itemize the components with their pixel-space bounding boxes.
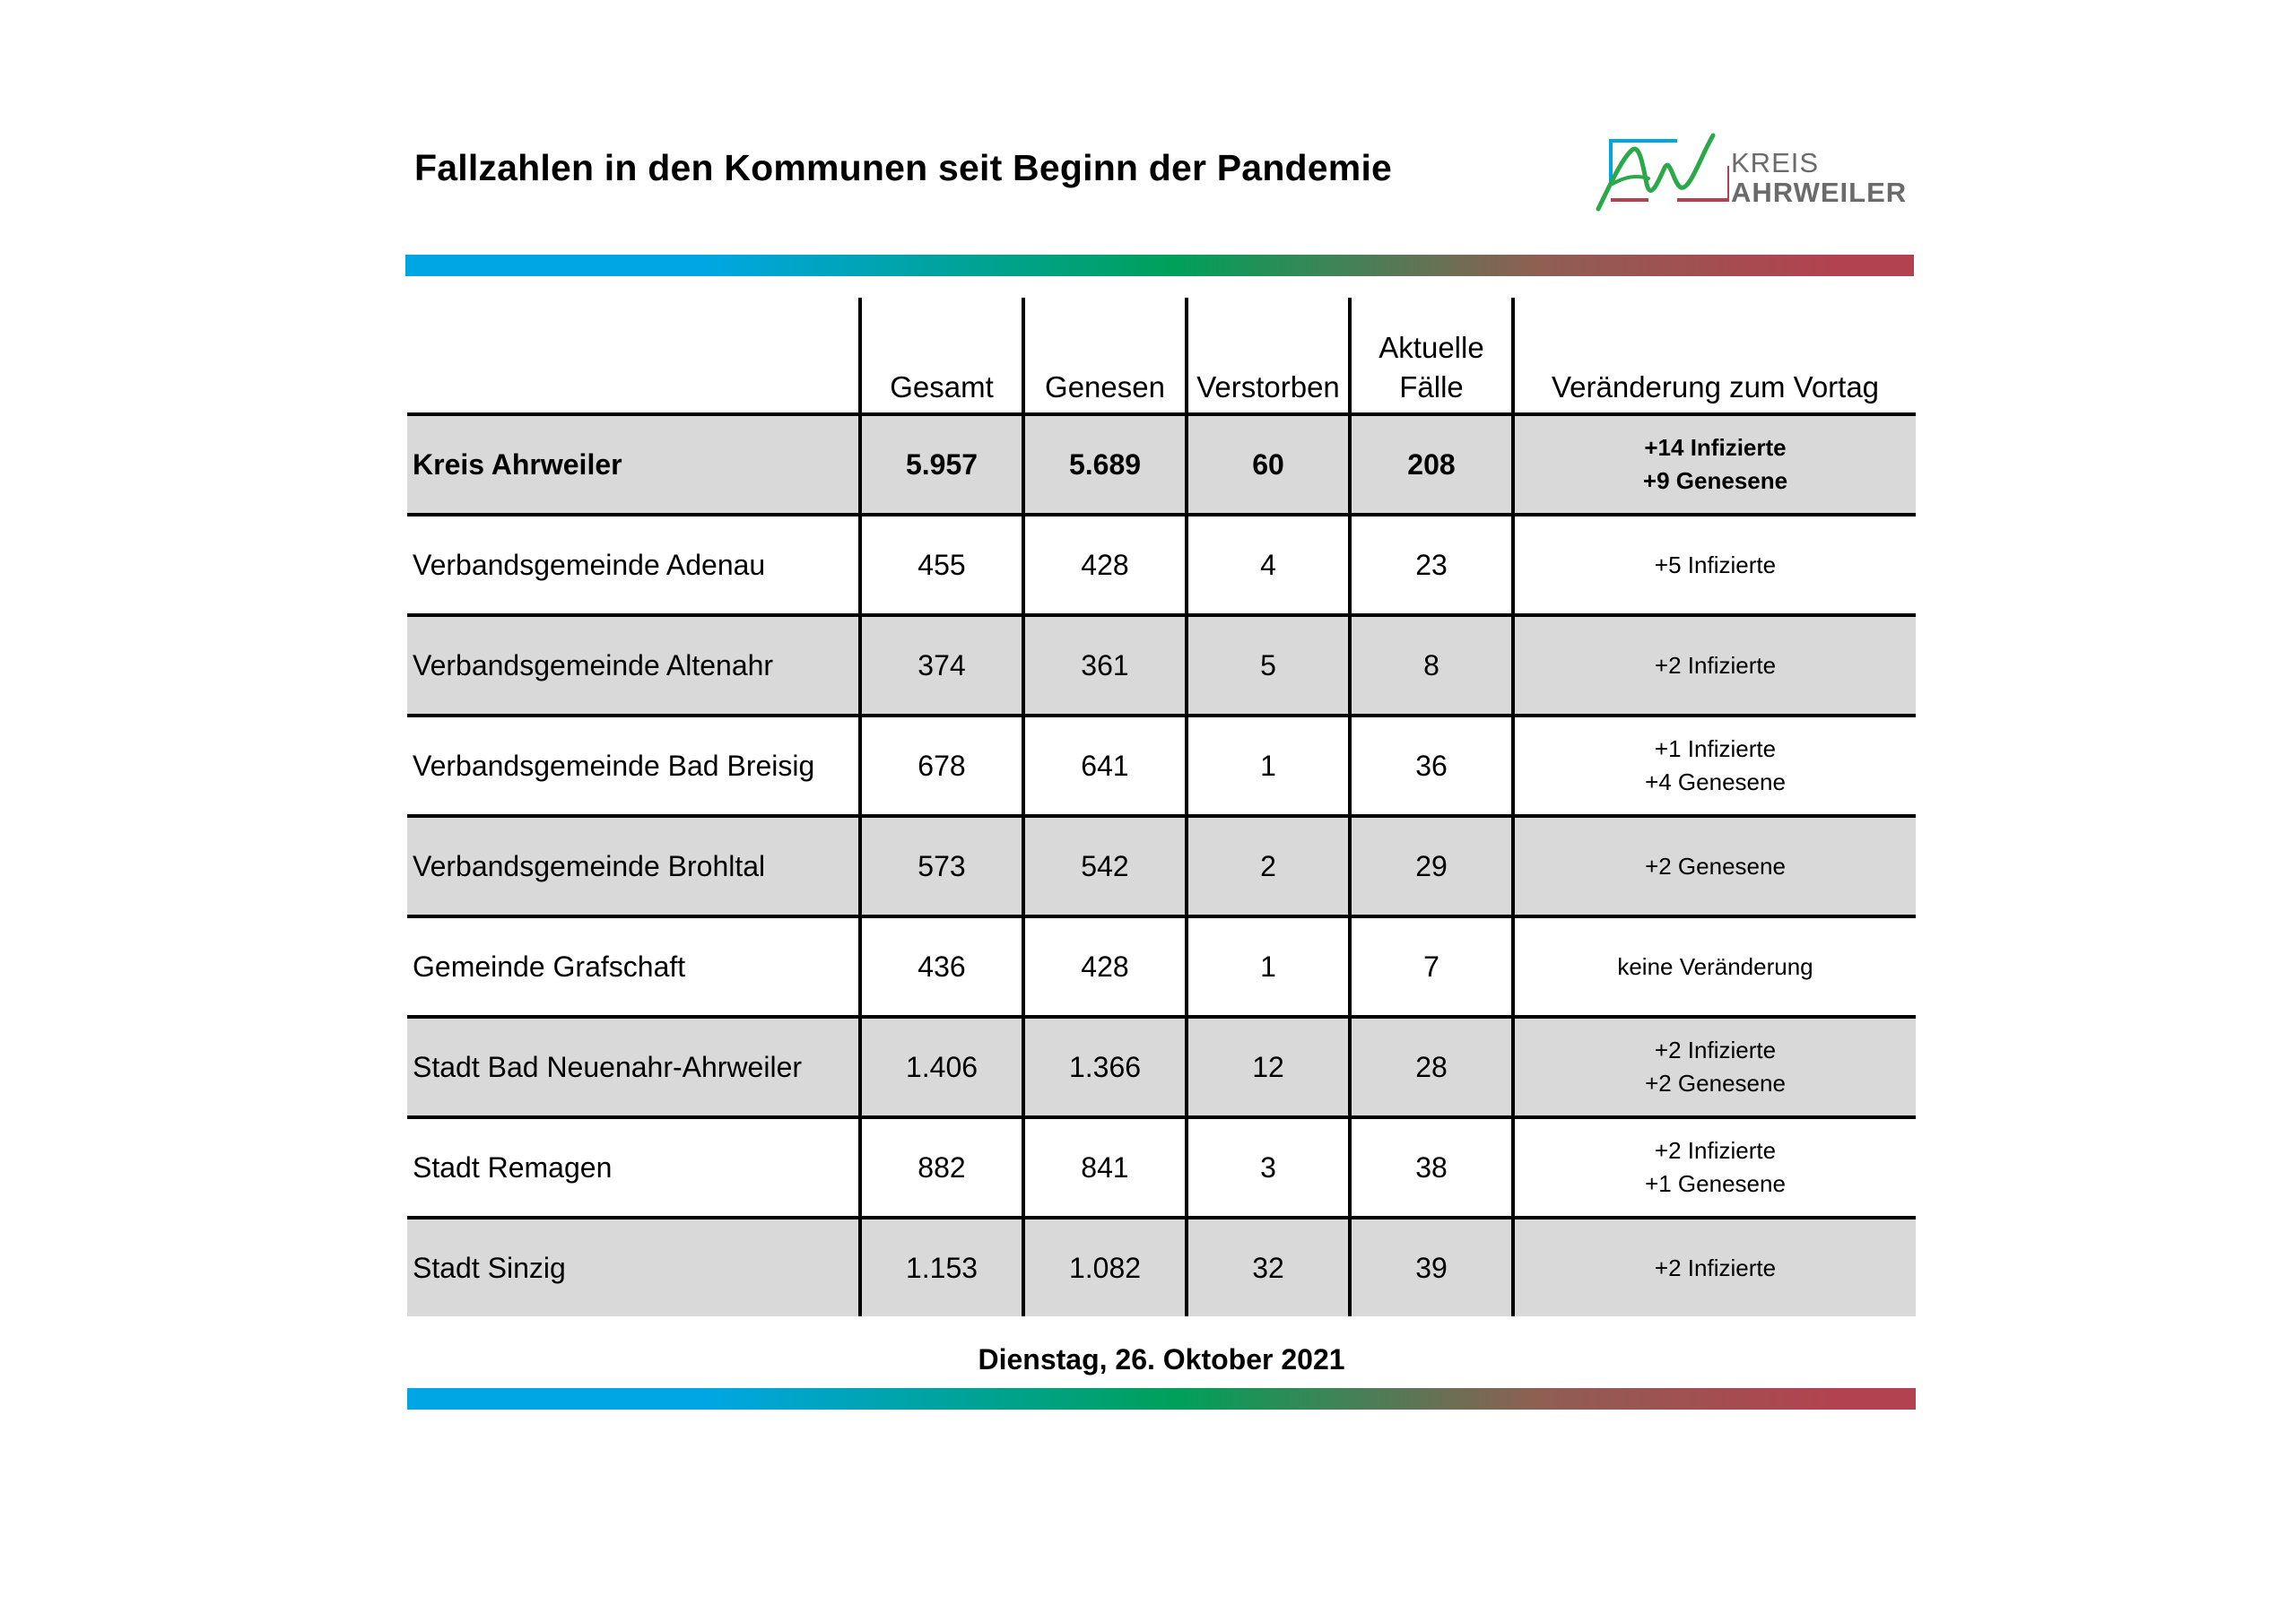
header-aktuelle-line2: Fälle <box>1399 370 1464 404</box>
row-gesamt-value: 678 <box>860 716 1023 816</box>
row-change <box>1513 515 1916 615</box>
logo-wordmark <box>1731 148 1907 207</box>
row-change <box>1513 916 1916 1017</box>
row-verstorben-value: 32 <box>1187 1218 1350 1316</box>
row-verstorben-value: 3 <box>1187 1117 1350 1218</box>
row-verstorben-value: 60 <box>1187 414 1350 515</box>
row-gesamt-value: 573 <box>860 816 1023 916</box>
header-verstorben: Verstorben <box>1187 298 1350 414</box>
row-genesen-value: 542 <box>1023 816 1187 916</box>
page-title: Fallzahlen in den Kommunen seit Beginn der Pandemie <box>414 147 1393 188</box>
table-row <box>407 515 1916 615</box>
row-region-name: Verbandsgemeinde Adenau <box>407 515 860 615</box>
row-verstorben-value: 2 <box>1187 816 1350 916</box>
table-row <box>407 816 1916 916</box>
report-date: Dienstag, 26. Oktober 2021 <box>978 1343 1345 1376</box>
row-gesamt-value: 436 <box>860 916 1023 1017</box>
row-aktuelle-value: 23 <box>1350 515 1513 615</box>
row-verstorben-value: 12 <box>1187 1017 1350 1117</box>
row-verstorben-value: 4 <box>1187 515 1350 615</box>
row-change <box>1513 615 1916 716</box>
row-change-line2: +9 Genesene <box>1642 467 1788 494</box>
row-verstorben-value: 5 <box>1187 615 1350 716</box>
row-change-line1: +1 Infizierte <box>1654 735 1777 762</box>
row-aktuelle-value: 28 <box>1350 1017 1513 1117</box>
row-change-line1: +2 Infizierte <box>1654 1254 1777 1281</box>
row-region-name: Stadt Remagen <box>407 1117 860 1218</box>
row-verstorben-value: 1 <box>1187 916 1350 1017</box>
table-header-row <box>407 298 1916 414</box>
header-veraenderung: Veränderung zum Vortag <box>1513 298 1916 414</box>
color-bar-top <box>405 255 1914 276</box>
header-region <box>407 298 860 414</box>
row-genesen-value: 428 <box>1023 515 1187 615</box>
table-row <box>407 716 1916 816</box>
logo-line-ahrweiler: AHRWEILER <box>1731 177 1908 208</box>
row-aktuelle-value: 38 <box>1350 1117 1513 1218</box>
row-genesen-value: 5.689 <box>1023 414 1187 515</box>
row-aktuelle-value: 29 <box>1350 816 1513 916</box>
kreis-ahrweiler-logo <box>1595 130 1908 215</box>
row-gesamt-value: 374 <box>860 615 1023 716</box>
row-genesen-value: 428 <box>1023 916 1187 1017</box>
row-change-line2: +1 Genesene <box>1645 1170 1786 1197</box>
row-genesen-value: 361 <box>1023 615 1187 716</box>
header-genesen: Genesen <box>1023 298 1187 414</box>
row-change <box>1513 414 1916 515</box>
row-genesen-value: 841 <box>1023 1117 1187 1218</box>
row-region-name: Verbandsgemeinde Bad Breisig <box>407 716 860 816</box>
row-change-line1: +2 Genesene <box>1645 852 1786 880</box>
table-row <box>407 615 1916 716</box>
row-region-name: Gemeinde Grafschaft <box>407 916 860 1017</box>
row-change <box>1513 1218 1916 1316</box>
row-verstorben-value: 1 <box>1187 716 1350 816</box>
header-aktuelle-faelle <box>1350 298 1513 414</box>
row-change-line1: +5 Infizierte <box>1654 551 1777 578</box>
logo-line-kreis: KREIS <box>1731 147 1820 178</box>
header-aktuelle-line1: Aktuelle <box>1378 331 1484 364</box>
header-gesamt: Gesamt <box>860 298 1023 414</box>
row-change-line2: +2 Genesene <box>1645 1070 1786 1097</box>
table-row <box>407 414 1916 515</box>
table-row <box>407 1218 1916 1316</box>
row-aktuelle-value: 39 <box>1350 1218 1513 1316</box>
row-change-line1: +14 Infizierte <box>1644 434 1787 461</box>
color-bar-bottom <box>407 1388 1916 1410</box>
row-aktuelle-value: 36 <box>1350 716 1513 816</box>
table-row <box>407 916 1916 1017</box>
row-gesamt-value: 882 <box>860 1117 1023 1218</box>
row-change-line1: +2 Infizierte <box>1654 1137 1777 1164</box>
row-region-name: Stadt Sinzig <box>407 1218 860 1316</box>
row-aktuelle-value: 208 <box>1350 414 1513 515</box>
row-genesen-value: 641 <box>1023 716 1187 816</box>
row-gesamt-value: 1.406 <box>860 1017 1023 1117</box>
row-region-name: Stadt Bad Neuenahr-Ahrweiler <box>407 1017 860 1117</box>
row-change <box>1513 716 1916 816</box>
table-row <box>407 1117 1916 1218</box>
aw-logo-icon <box>1595 130 1729 215</box>
row-change-line2: +4 Genesene <box>1645 768 1786 795</box>
row-change <box>1513 1117 1916 1218</box>
row-change-line1: +2 Infizierte <box>1654 1037 1777 1063</box>
row-genesen-value: 1.082 <box>1023 1218 1187 1316</box>
row-change-line1: keine Veränderung <box>1617 952 1813 980</box>
row-change-line1: +2 Infizierte <box>1654 651 1777 679</box>
row-region-name: Verbandsgemeinde Altenahr <box>407 615 860 716</box>
row-change <box>1513 816 1916 916</box>
row-gesamt-value: 455 <box>860 515 1023 615</box>
row-gesamt-value: 5.957 <box>860 414 1023 515</box>
row-region-name: Verbandsgemeinde Brohltal <box>407 816 860 916</box>
case-table <box>407 298 1916 1316</box>
table-row <box>407 1017 1916 1117</box>
row-genesen-value: 1.366 <box>1023 1017 1187 1117</box>
row-change <box>1513 1017 1916 1117</box>
row-gesamt-value: 1.153 <box>860 1218 1023 1316</box>
row-aktuelle-value: 8 <box>1350 615 1513 716</box>
row-aktuelle-value: 7 <box>1350 916 1513 1017</box>
row-region-name: Kreis Ahrweiler <box>407 414 860 515</box>
